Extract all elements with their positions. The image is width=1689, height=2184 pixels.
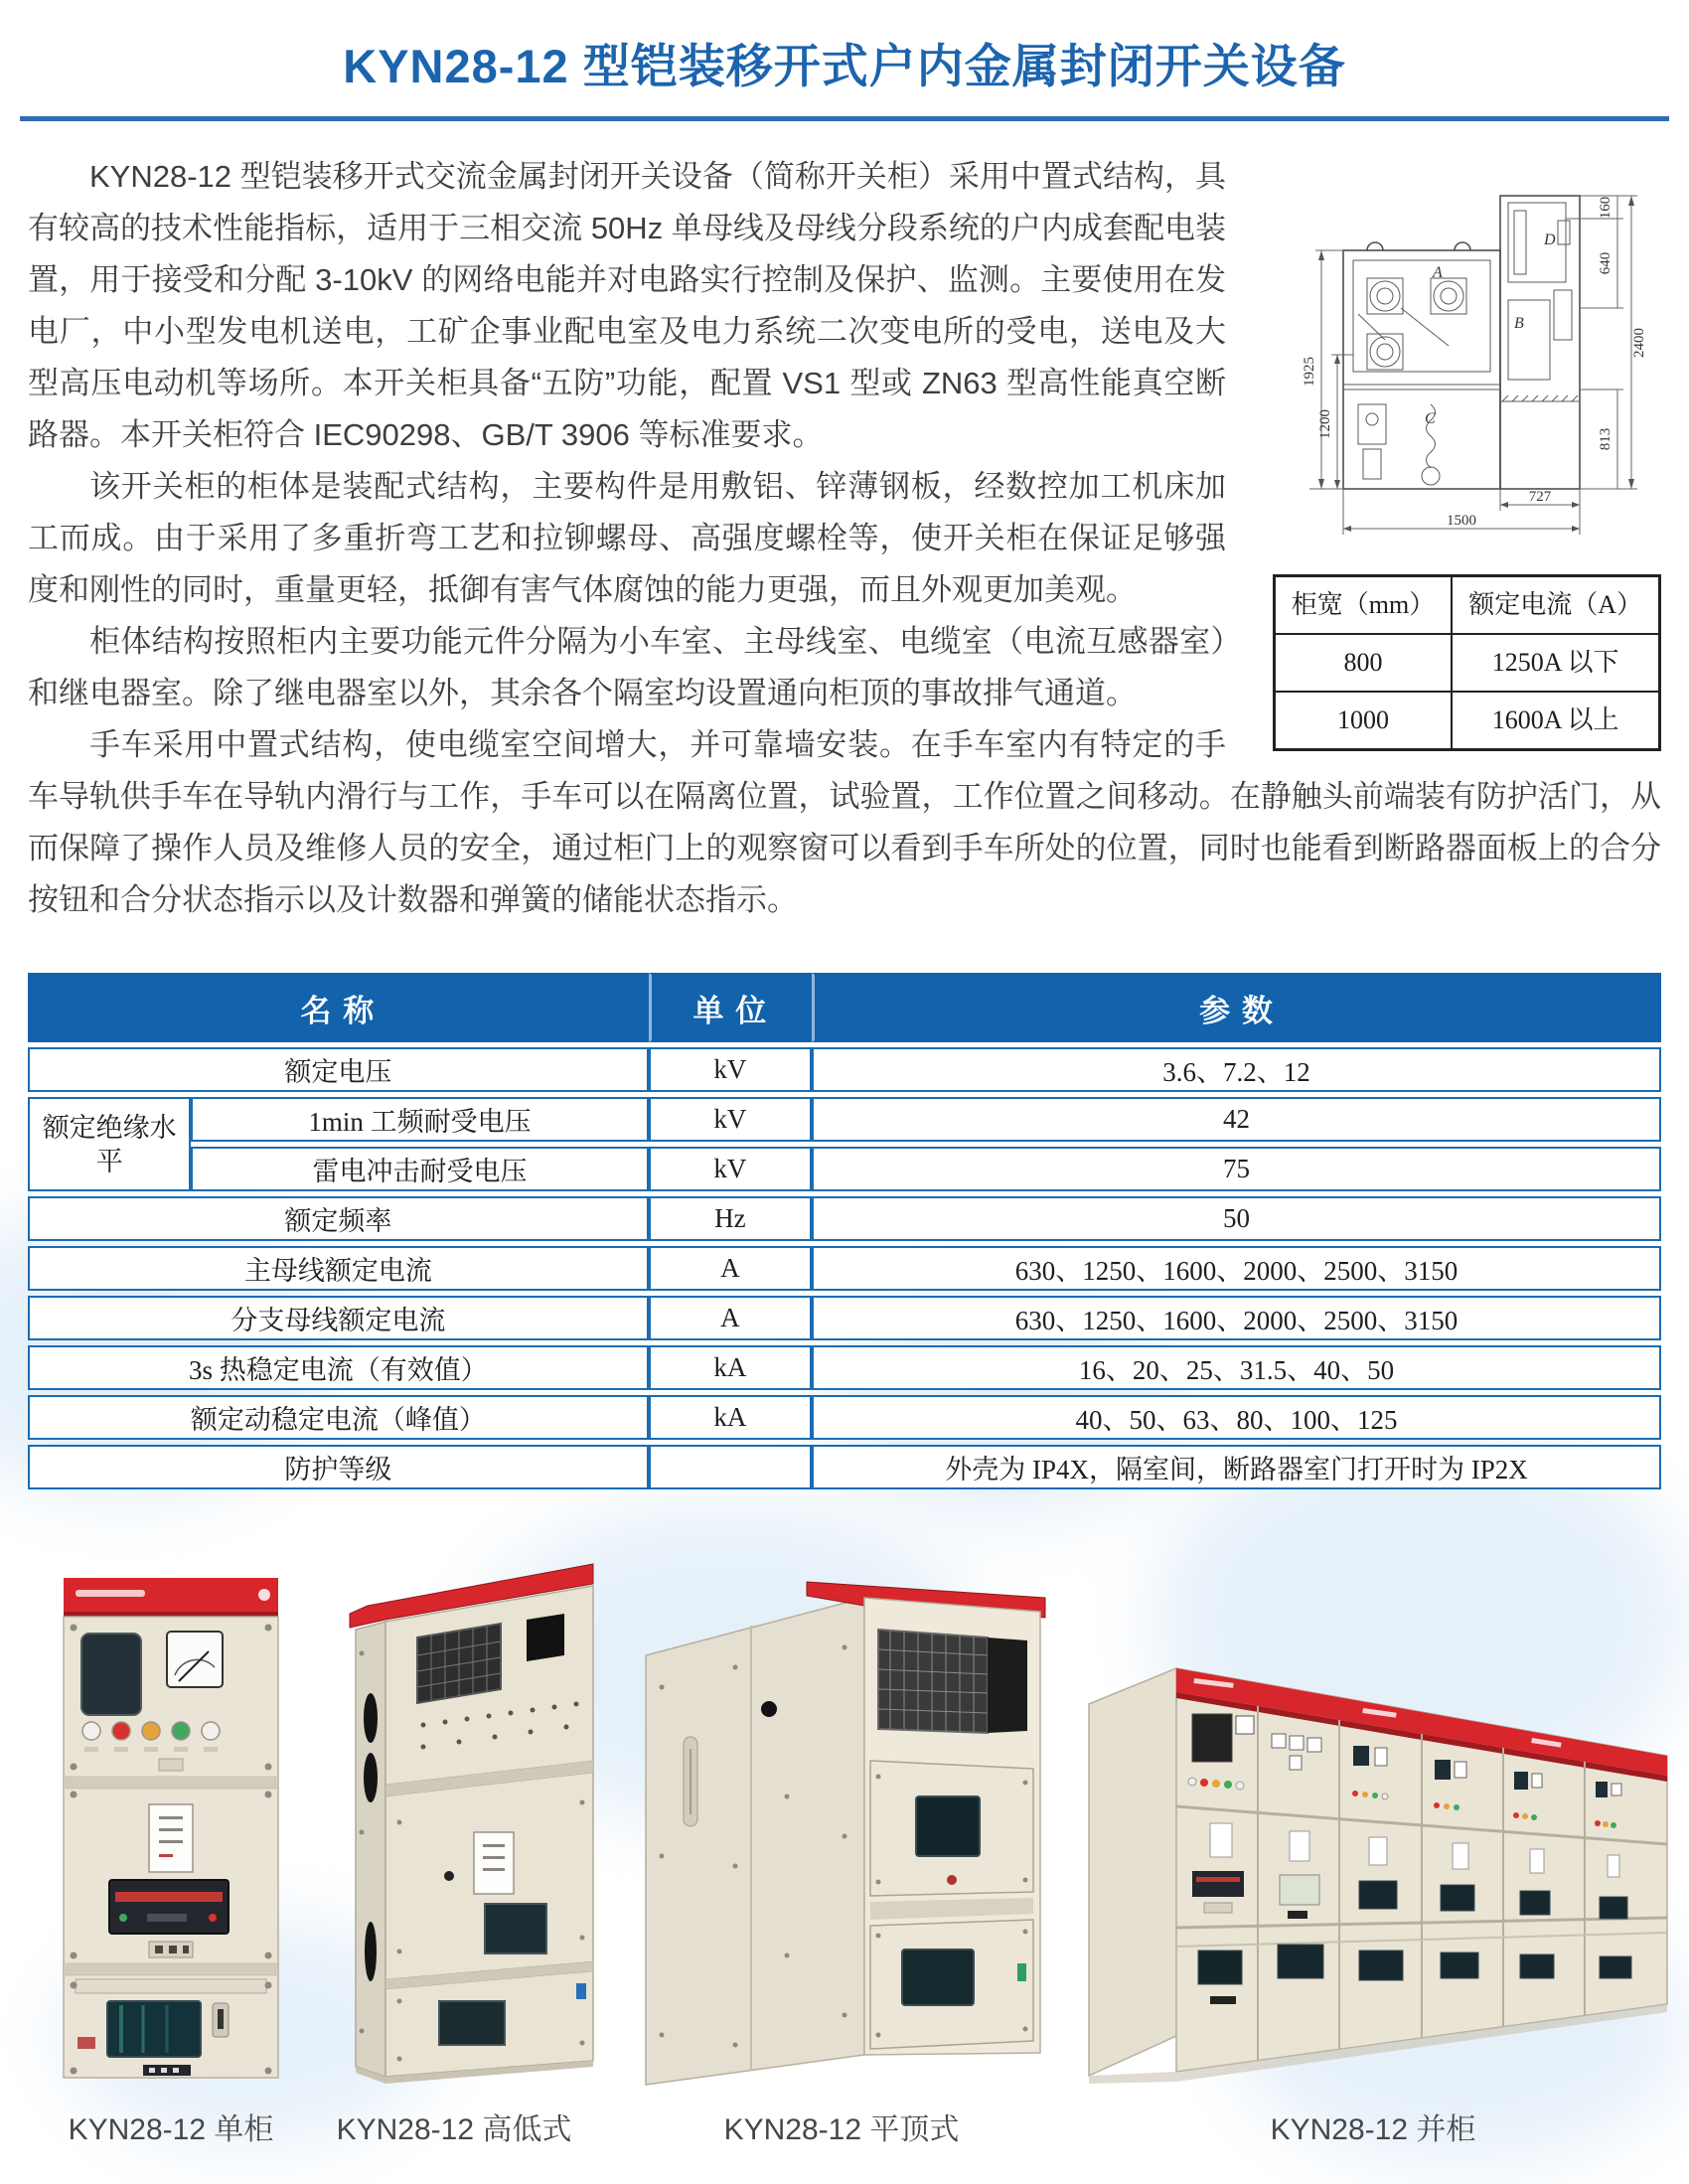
dim-1500: 1500 (1447, 513, 1476, 529)
size-cell: 1600A 以上 (1452, 692, 1659, 750)
table-row (28, 1445, 1661, 1489)
cabinet-side-panel (646, 1598, 864, 2085)
intro-paragraph-3: 柜体结构按照柜内主要功能元件分隔为小车室、主母线室、电缆室（电流互感器室）和继电器室。除了继电器室以外，其余各个隔室均设置通向柜顶的事故排气通道。 (28, 624, 1226, 710)
spec-unit: kA (649, 1395, 812, 1440)
spec-name: 额定电压 (28, 1047, 649, 1092)
spec-value: 16、20、25、31.5、40、50 (812, 1345, 1661, 1390)
spec-name: 主母线额定电流 (28, 1246, 649, 1291)
cabinet-side-panel (1089, 1668, 1176, 2076)
flat-top-cabinet-illustration (618, 1538, 1065, 2089)
spec-header-param: 参 数 (812, 973, 1661, 1042)
product-photo-flat-top-type (618, 1538, 1065, 2148)
spec-unit: A (649, 1246, 812, 1291)
compartment-label-d: D (1544, 232, 1556, 248)
spec-value: 630、1250、1600、2000、2500、3150 (812, 1246, 1661, 1291)
dim-727: 727 (1528, 489, 1552, 505)
spec-header-unit: 单 位 (649, 973, 812, 1042)
size-cell: 1250A 以下 (1452, 634, 1659, 692)
table-row (28, 1147, 1661, 1191)
spec-name: 雷电冲击耐受电压 (191, 1147, 648, 1191)
spec-value: 630、1250、1600、2000、2500、3150 (812, 1296, 1661, 1340)
specification-table (28, 968, 1661, 1494)
title-rule (20, 116, 1669, 121)
table-row (28, 1246, 1661, 1291)
technical-figure (1252, 151, 1661, 751)
spec-name: 1min 工频耐受电压 (191, 1097, 648, 1142)
cabinet-side-panel (356, 1622, 385, 2077)
spec-group-label: 额定绝缘水平 (28, 1097, 191, 1191)
intro-section (28, 151, 1661, 926)
intro-paragraph-2: 该开关柜的柜体是装配式结构，主要构件是用敷铝、锌薄钢板，经数控加工机床加工而成。由于采用了多重折弯工艺和拉铆螺母、高强度螺栓等，使开关柜在保证足够强度和刚性的同时，重量更轻，抵御有害气体腐蚀的能力更强，而且外观更加美观。 (28, 469, 1226, 607)
spec-unit (649, 1445, 812, 1489)
spec-value: 75 (812, 1147, 1661, 1191)
table-row (28, 1395, 1661, 1440)
intro-paragraph-4: 手车采用中置式结构，使电缆室空间增大，并可靠墙安装。在手车室内有特定的手车导轨供手车在导轨内滑行与工作，手车可以在隔离位置，试验置，工作位置之间移动。在静触头前端装有防护活门，从而保障了操作人员及维修人员的安全，通过柜门上的观察窗可以看到手车所处的位置，同时也能看到断路器面板上的合分按钮和合分状态指示以及计数器和弹簧的储能状态指示。 (28, 727, 1661, 917)
table-row (28, 1097, 1661, 1142)
product-photo-single-cabinet (52, 1570, 290, 2148)
spec-value: 外壳为 IP4X，隔室间，断路器室门打开时为 IP2X (812, 1445, 1661, 1489)
table-row (28, 1196, 1661, 1241)
spec-value: 3.6、7.2、12 (812, 1047, 1661, 1092)
spec-name: 3s 热稳定电流（有效值） (28, 1345, 649, 1390)
dim-813: 813 (1598, 427, 1613, 451)
spec-header-name: 名 称 (28, 973, 649, 1042)
spec-name: 防护等级 (28, 1445, 649, 1489)
spec-value: 40、50、63、80、100、125 (812, 1395, 1661, 1440)
spec-unit: Hz (649, 1196, 812, 1241)
spec-value: 42 (812, 1097, 1661, 1142)
spec-value: 50 (812, 1196, 1661, 1241)
intro-paragraph-1: KYN28-12 型铠装移开式交流金属封闭开关设备（简称开关柜）采用中置式结构，具有较高的技术性能指标，适用于三相交流 50Hz 单母线及母线分段系统的户内成套配电装置，用于接受和分配 3-10kV 的网络电能并对电路实行控制及保护、监测。主要使用在发电厂，中小型发电机送电，工矿企事业配电室及电力系统二次变电所的受电，送电及大型高压电动机等场所。本开关柜具备“五防”功能，配置 VS1 型或 ZN63 型高性能真空断路器。本开关柜符合 IEC90298、GB/T 3906 等标准要求。 (28, 159, 1226, 452)
dim-1925: 1925 (1302, 357, 1317, 387)
photo-caption-high-low: KYN28-12 高低式 (336, 2113, 572, 2146)
table-row (28, 1345, 1661, 1390)
photo-caption-lineup: KYN28-12 并柜 (1270, 2113, 1476, 2146)
table-row (28, 1296, 1661, 1340)
spec-name: 额定动稳定电流（峰值） (28, 1395, 649, 1440)
cabinet-lineup-illustration (1065, 1587, 1681, 2089)
size-col-width: 柜宽（mm） (1274, 576, 1452, 635)
size-cell: 1000 (1274, 692, 1452, 750)
spec-name: 分支母线额定电流 (28, 1296, 649, 1340)
catalog-page (0, 30, 1689, 2148)
spec-unit: A (649, 1296, 812, 1340)
compartment-label-a: A (1433, 264, 1443, 281)
product-photo-high-low-type (290, 1534, 618, 2148)
dim-160: 160 (1598, 196, 1613, 220)
photo-caption-flat-top: KYN28-12 平顶式 (723, 2113, 960, 2146)
spec-unit: kV (649, 1047, 812, 1092)
compartment-label-c: C (1425, 410, 1436, 427)
size-col-current: 额定电流（A） (1452, 576, 1659, 635)
spec-unit: kA (649, 1345, 812, 1390)
cabinet-red-top (64, 1578, 278, 1617)
spec-name: 额定频率 (28, 1196, 649, 1241)
spec-unit: kV (649, 1097, 812, 1142)
compartment-label-b: B (1514, 315, 1524, 332)
dim-1200: 1200 (1317, 409, 1333, 439)
spec-unit: kV (649, 1147, 812, 1191)
product-photos (28, 1534, 1661, 2148)
photo-caption-single: KYN28-12 单柜 (68, 2113, 274, 2146)
table-row (28, 1047, 1661, 1092)
size-cell: 800 (1274, 634, 1452, 692)
cabinet-cross-section-diagram (1264, 151, 1661, 560)
single-cabinet-illustration (52, 1570, 290, 2089)
page-title: KYN28-12 型铠装移开式户内金属封闭开关设备 (343, 40, 1346, 92)
dim-640: 640 (1598, 251, 1613, 275)
upper-door (870, 1761, 1033, 1896)
cabinet-width-table (1273, 574, 1661, 751)
product-photo-lineup (1065, 1587, 1681, 2148)
front-mesh-vent (878, 1630, 1027, 1733)
dim-2400: 2400 (1631, 328, 1647, 358)
high-low-cabinet-illustration (290, 1534, 618, 2089)
